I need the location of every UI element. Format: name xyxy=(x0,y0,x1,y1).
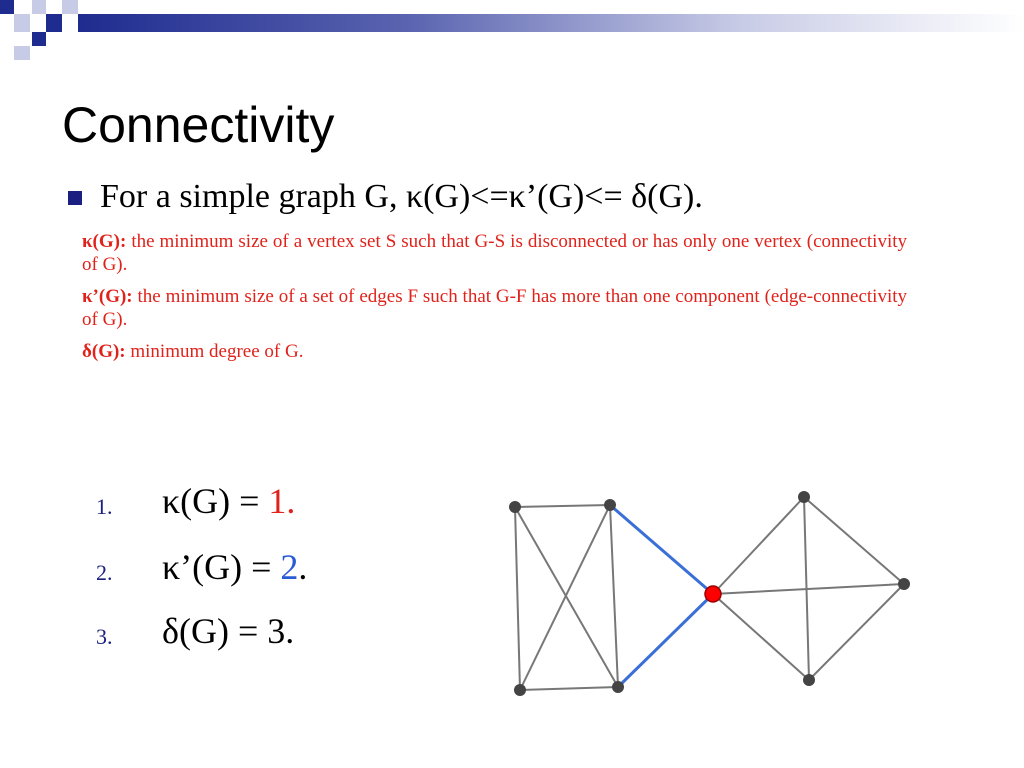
main-bullet-text: For a simple graph G, κ(G)<=κ’(G)<= δ(G). xyxy=(100,178,703,215)
graph-edge xyxy=(713,584,904,594)
header-decoration xyxy=(0,0,1024,60)
definition-kappa-prime xyxy=(82,285,907,331)
cut-vertex xyxy=(705,586,721,602)
main-bullet xyxy=(68,178,703,216)
definition-text: minimum degree of G. xyxy=(130,341,304,362)
bridge-edge xyxy=(618,594,713,687)
bridge-edge xyxy=(610,505,713,594)
graph-vertex xyxy=(514,684,526,696)
definition-text: the minimum size of a vertex set S such that G-S is disconnected or has only one vertex (connectivity of G). xyxy=(82,231,908,275)
graph-edge xyxy=(520,505,610,690)
definition-term: δ(G): xyxy=(82,341,126,362)
definition-text: the minimum size of a set of edges F such that G-F has more than one component (edge-connectivity of G). xyxy=(82,286,908,330)
graph-vertex xyxy=(898,578,910,590)
graph-edge xyxy=(515,507,520,690)
definition-term: κ’(G): xyxy=(82,286,133,307)
list-number: 1. xyxy=(96,494,113,519)
graph-diagram xyxy=(490,480,920,710)
definition-kappa xyxy=(82,230,907,276)
definition-term: κ(G): xyxy=(82,231,127,252)
list-number: 2. xyxy=(96,560,113,585)
graph-edge xyxy=(610,505,618,687)
graph-edge xyxy=(713,497,804,594)
graph-edge xyxy=(809,584,904,680)
graph-edge xyxy=(713,594,809,680)
graph-edge xyxy=(515,507,618,687)
graph-vertex xyxy=(612,681,624,693)
list-text: δ(G) = 3. xyxy=(162,611,295,651)
square-bullet-icon xyxy=(68,191,82,205)
graph-edge xyxy=(804,497,904,584)
graph-edge xyxy=(520,687,618,690)
list-text: κ’(G) = 2. xyxy=(162,547,308,587)
graph-vertex xyxy=(803,674,815,686)
list-number: 3. xyxy=(96,624,113,649)
graph-vertex xyxy=(604,499,616,511)
slide-title: Connectivity xyxy=(62,97,335,153)
definition-delta xyxy=(82,340,907,363)
graph-edge xyxy=(515,505,610,507)
graph-vertex xyxy=(509,501,521,513)
list-text: κ(G) = 1. xyxy=(162,481,296,521)
header-gradient-bar xyxy=(78,14,1024,32)
graph-vertex xyxy=(798,491,810,503)
